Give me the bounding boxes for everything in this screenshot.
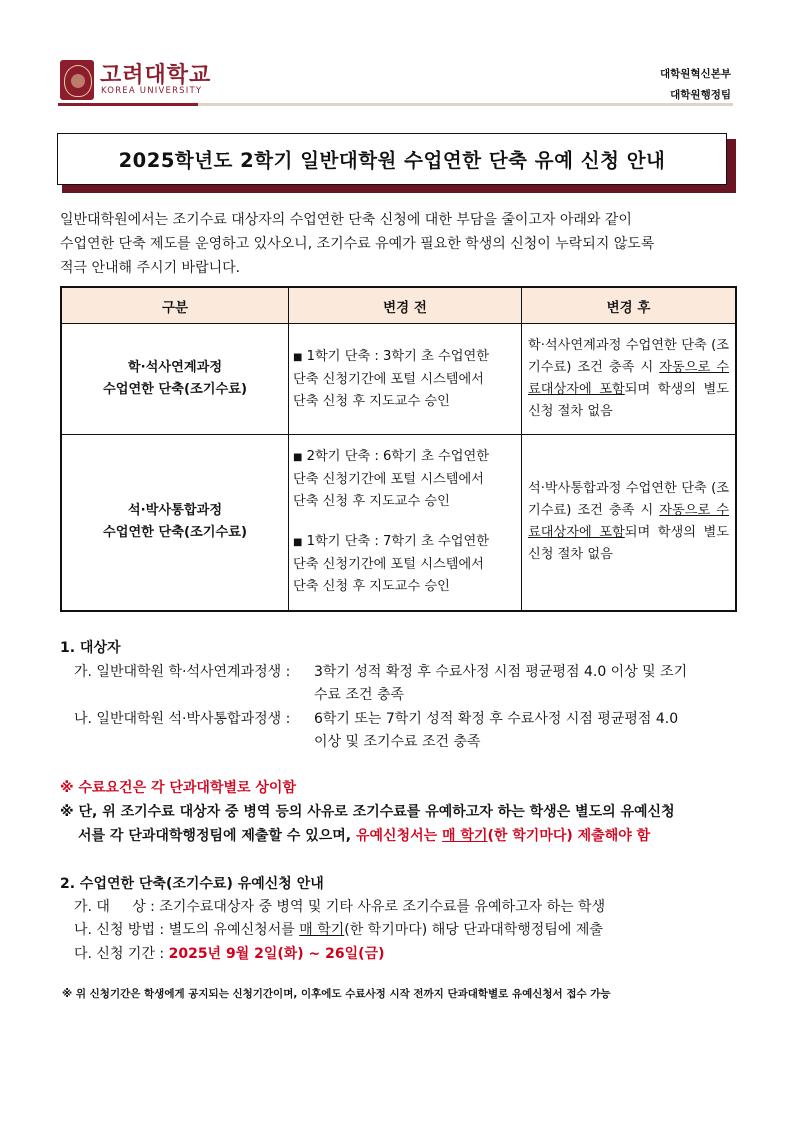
before-text: 단축 신청기간에 포털 시스템에서 <box>293 557 484 573</box>
category-cell <box>61 435 289 611</box>
target-ga-text: 3학기 성적 확정 후 수료사정 시점 평균평점 4.0 이상 및 조기 <box>314 664 688 680</box>
bullet-icon: ■ <box>293 537 303 549</box>
note-deferral: ※ 단, 위 조기수료 대상자 중 병역 등의 사유로 조기수료를 유예하고자 하는 학생은 별도의 유예신청 <box>60 804 675 820</box>
period-dates: 2025년 9월 2일(화) ~ 26일(금) <box>168 946 385 962</box>
note-red-text: 유예신청서는 <box>356 828 443 844</box>
university-logo <box>60 60 210 106</box>
header-divider <box>58 103 733 106</box>
after-text: 학·석사연계과정 수업연한 단축 (조기수료) 조건 충족 시 <box>528 338 729 375</box>
method-text-end: (한 학기마다) 해당 단과대학행정팀에 제출 <box>344 922 603 938</box>
after-cell <box>522 324 737 435</box>
note-text: 서를 각 단과대학행정팀에 제출할 수 있으며, <box>78 828 356 844</box>
target-na-label: 나. 일반대학원 석·박사통합과정생 : <box>74 711 291 727</box>
note-requirements: ※ 수료요건은 각 단과대학별로 상이함 <box>60 780 296 796</box>
target-ga-label: 가. 일반대학원 학·석사연계과정생 : <box>74 664 291 680</box>
category-desc: 수업연한 단축(조기수료) <box>102 525 248 541</box>
team-name: 대학원행정팀 <box>670 89 731 101</box>
section-1-heading: 1. 대상자 <box>60 640 121 656</box>
header-before: 변경 전 <box>289 287 522 324</box>
before-text: 단축 신청 후 지도교수 승인 <box>293 494 450 510</box>
category-desc: 수업연한 단축(조기수료) <box>102 382 248 397</box>
category-program: 석·박사통합과정 <box>127 503 223 519</box>
bullet-icon: ■ <box>293 452 303 464</box>
university-seal-icon <box>60 60 94 100</box>
after-text: 석·박사통합과정 수업연한 단축 (조기수료) 조건 충족 시 <box>528 481 729 519</box>
intro-line-2: 수업연한 단축 제도를 운영하고 있사오니, 조기수료 유예가 필요한 학생의 신청이 누락되지 않도록 <box>60 236 655 252</box>
target-ga-text-cont: 수료 조건 충족 <box>314 687 405 703</box>
logo-korean-name: 고려대학교 <box>100 63 212 88</box>
before-text: 단축 신청기간에 포털 시스템에서 <box>293 371 484 387</box>
target-na-text-cont: 이상 및 조기수료 조건 충족 <box>314 734 481 750</box>
bullet-icon: ■ <box>293 351 303 363</box>
note-deferral-cont <box>78 825 650 845</box>
section-2-heading: 2. 수업연한 단축(조기수료) 유예신청 안내 <box>60 876 324 892</box>
before-text: 2학기 단축 : 6학기 초 수업연한 <box>306 449 489 465</box>
comparison-table <box>60 286 737 612</box>
table-header-row <box>61 287 736 324</box>
before-text: 단축 신청 후 지도교수 승인 <box>293 579 450 595</box>
after-underlined: 자동으로 수료대상자에 포함 <box>528 360 729 397</box>
document-title: 2025학년도 2학기 일반대학원 수업연한 단축 유예 신청 안내 <box>118 149 666 172</box>
intro-line-1: 일반대학원에서는 조기수료 대상자의 수업연한 단축 신청에 대한 부담을 줄이고자 아래와 같이 <box>60 212 632 228</box>
note-red-underlined: 매 학기 <box>442 828 488 844</box>
category-program: 학·석사연계과정 <box>127 360 223 375</box>
header-after: 변경 후 <box>522 287 737 324</box>
before-cell <box>289 324 522 435</box>
table-row <box>61 324 736 435</box>
table-row <box>61 435 736 611</box>
method-underlined: 매 학기 <box>299 922 345 938</box>
before-text: 단축 신청 후 지도교수 승인 <box>293 393 450 409</box>
target-na-text: 6학기 또는 7학기 성적 확정 후 수료사정 시점 평균평점 4.0 <box>314 711 679 727</box>
before-text: 1학기 단축 : 3학기 초 수업연한 <box>306 348 489 364</box>
note-red-text-end: (한 학기마다) 제출해야 함 <box>487 828 651 844</box>
intro-line-3: 적극 안내해 주시기 바랍니다. <box>60 260 241 276</box>
application-period <box>74 943 385 963</box>
header-category: 구분 <box>61 287 289 324</box>
method-text: 나. 신청 방법 : 별도의 유예신청서를 <box>74 922 300 938</box>
before-cell <box>289 435 522 611</box>
application-target: 가. 대 상 : 조기수료대상자 중 병역 및 기타 사유로 조기수료를 유예하고자 하는 학생 <box>74 899 606 915</box>
application-method <box>74 919 603 939</box>
before-text: 1학기 단축 : 7학기 초 수업연한 <box>306 534 489 550</box>
department-name: 대학원혁신본부 <box>659 68 731 80</box>
title-box <box>57 133 727 185</box>
after-cell <box>522 435 737 611</box>
footnote: ※ 위 신청기간은 학생에게 공지되는 신청기간이며, 이후에도 수료사정 시작 전까지 단과대학별로 유예신청서 접수 가능 <box>62 988 611 1000</box>
after-text-end: 되며 학생의 별도신청 절차 없음 <box>528 525 729 563</box>
before-text: 단축 신청기간에 포털 시스템에서 <box>293 472 484 488</box>
period-label: 다. 신청 기간 : <box>74 946 169 962</box>
logo-english-name: KOREA UNIVERSITY <box>101 86 203 96</box>
after-text-end: 되며 학생의 별도 신청 절차 없음 <box>528 382 729 419</box>
after-underlined: 자동으로 수료대상자에 포함 <box>528 503 729 541</box>
category-cell <box>61 324 289 435</box>
